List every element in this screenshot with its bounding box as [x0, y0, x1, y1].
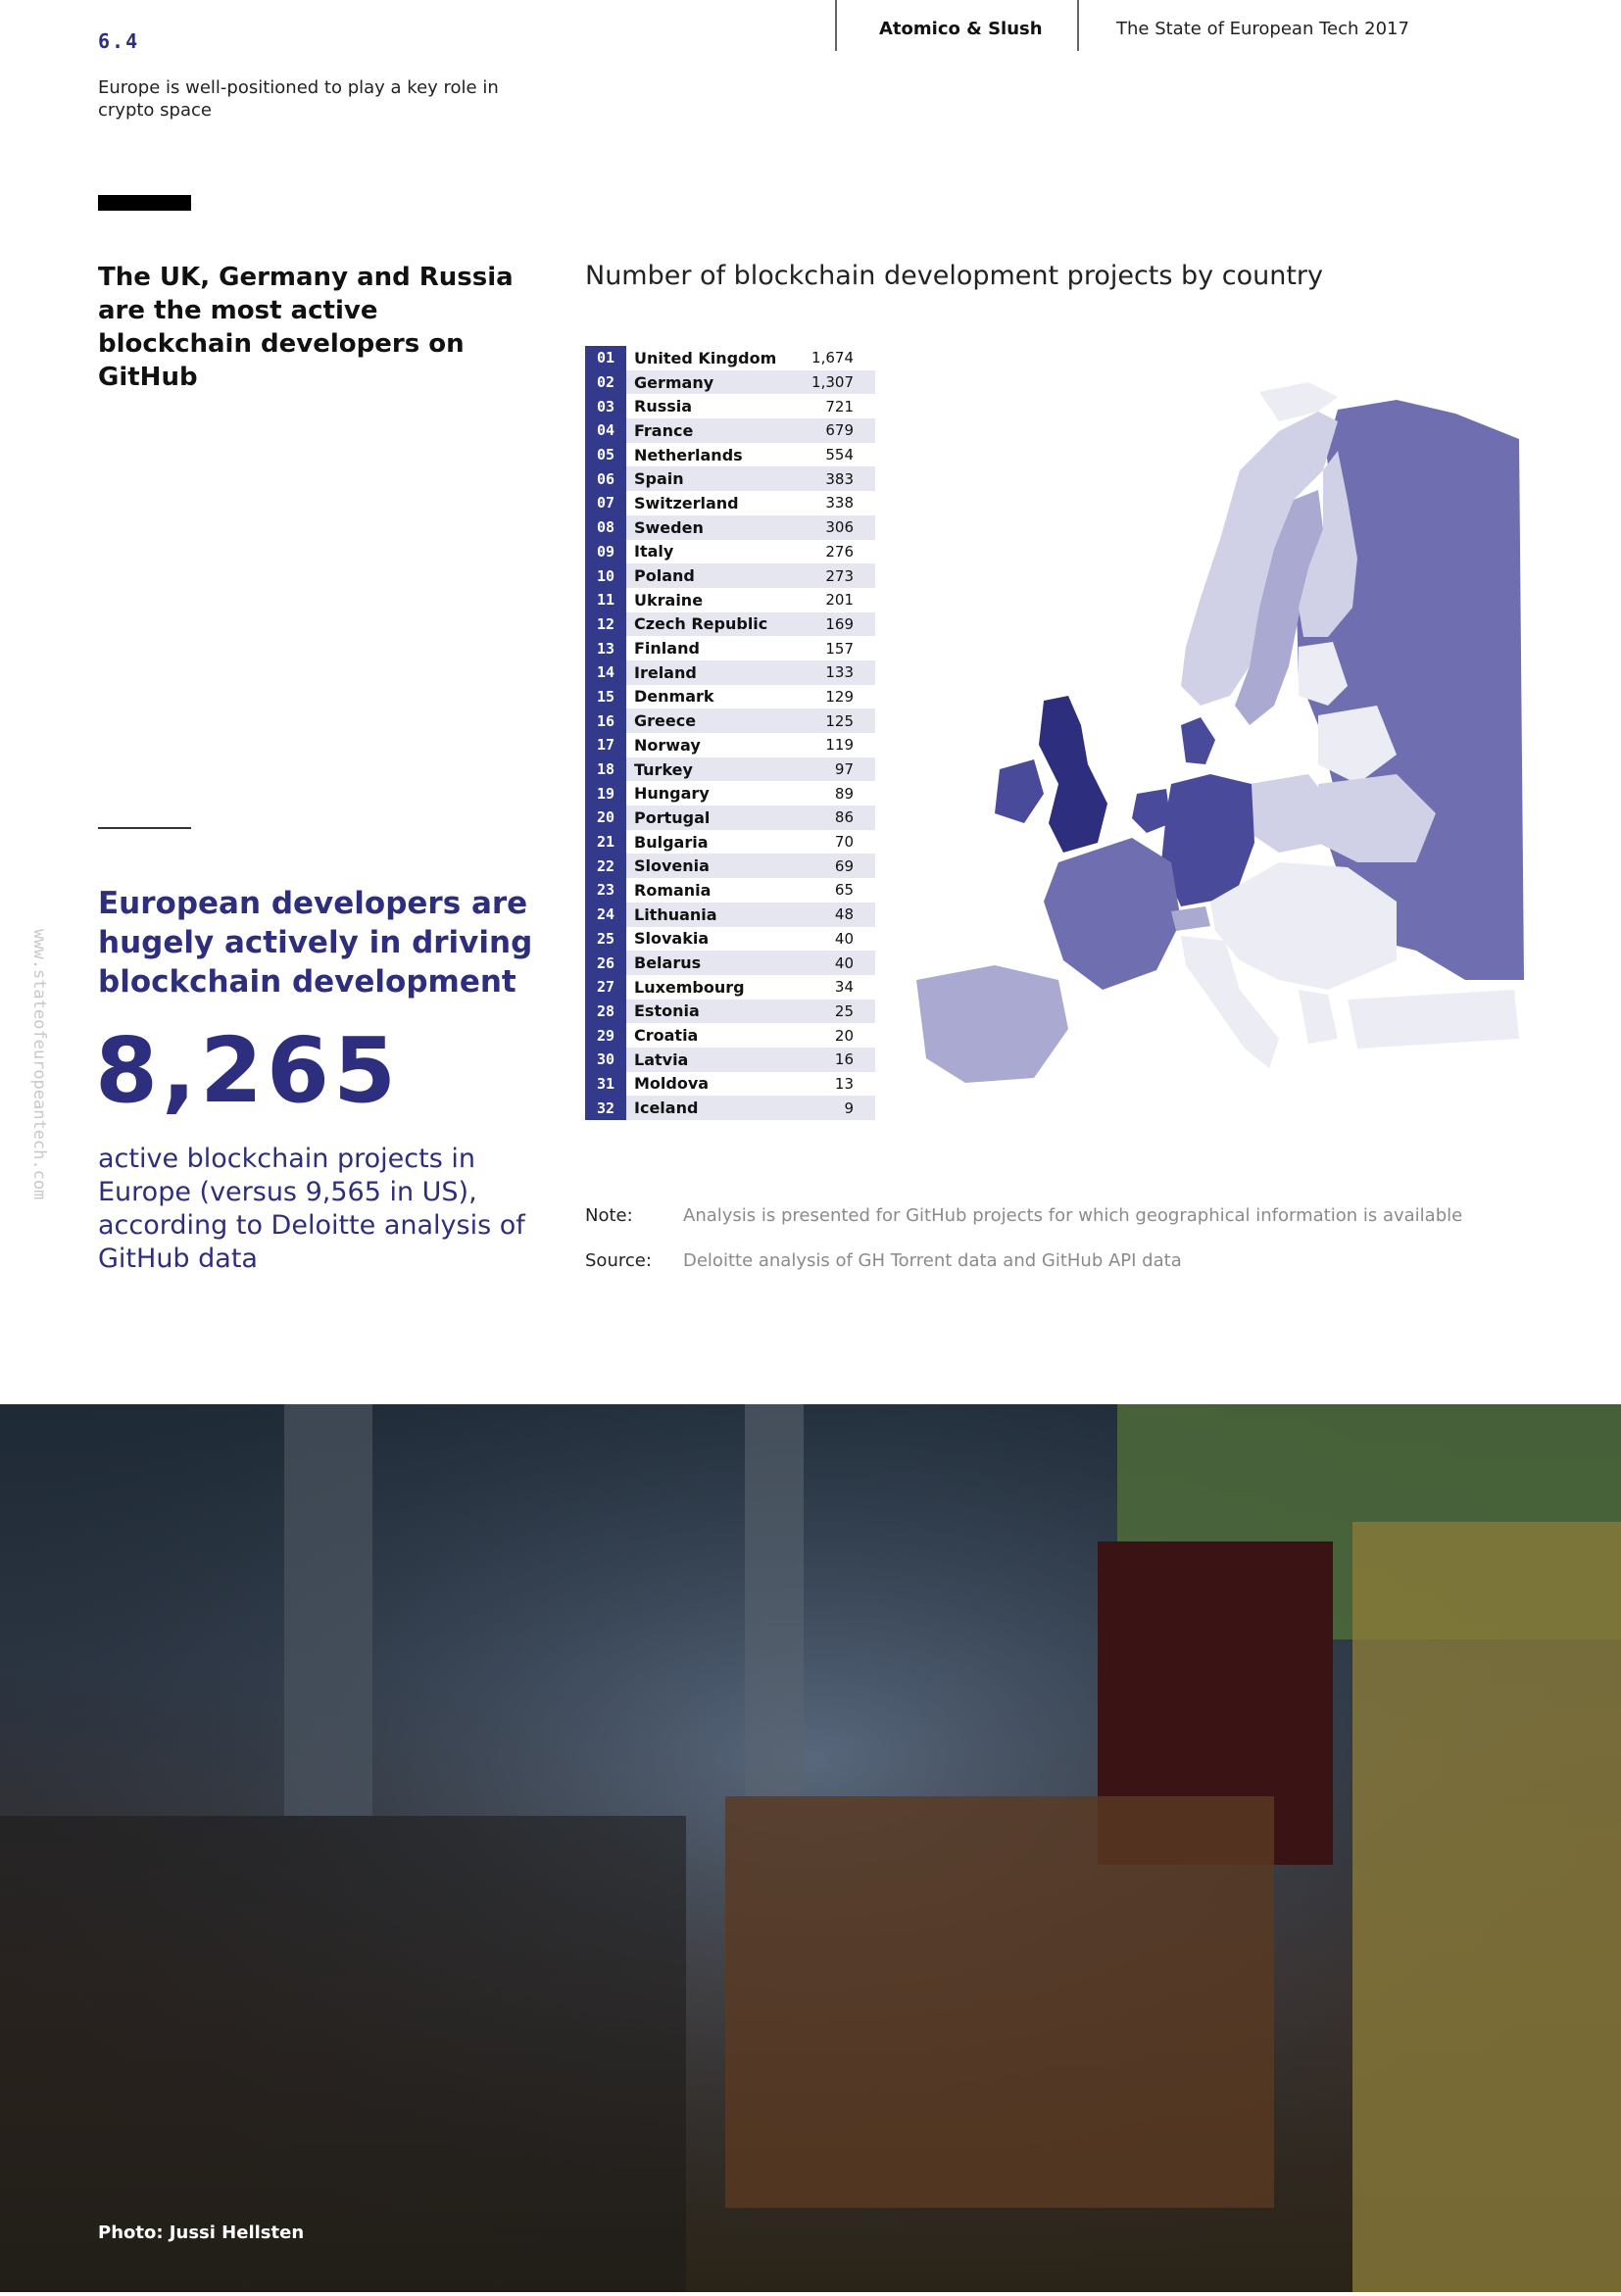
project-count: 338 — [825, 494, 854, 513]
project-count: 276 — [825, 542, 854, 561]
side-url-text: www.stateofeuropeantech.com — [29, 929, 49, 1200]
rank-badge: 31 — [585, 1072, 626, 1097]
table-row — [585, 540, 875, 564]
report-title: The State of European Tech 2017 — [1116, 19, 1409, 39]
project-count: 25 — [834, 1001, 854, 1020]
table-row — [585, 733, 875, 757]
table-row — [585, 612, 875, 637]
project-count: 679 — [825, 421, 854, 440]
rank-badge: 04 — [585, 418, 626, 443]
rank-badge: 09 — [585, 540, 626, 564]
source-label: Source: — [585, 1250, 652, 1271]
rank-badge: 26 — [585, 951, 626, 975]
country-name: Portugal — [634, 807, 711, 827]
country-name: Estonia — [634, 1001, 700, 1021]
country-name: Switzerland — [634, 493, 739, 513]
rank-badge: 03 — [585, 394, 626, 418]
project-count: 1,674 — [811, 349, 854, 367]
country-name: Belarus — [634, 953, 702, 973]
brand-label: Atomico & Slush — [879, 19, 1043, 39]
country-name: Spain — [634, 469, 684, 489]
project-count: 157 — [825, 639, 854, 658]
project-count: 34 — [834, 978, 854, 997]
country-name: Germany — [634, 372, 714, 392]
table-row — [585, 443, 875, 467]
table-row — [585, 1023, 875, 1048]
country-name: Moldova — [634, 1074, 710, 1094]
rank-badge: 30 — [585, 1048, 626, 1072]
rank-badge: 12 — [585, 612, 626, 637]
table-row — [585, 491, 875, 515]
event-photo-illustration — [0, 1404, 1621, 2292]
country-name: Hungary — [634, 784, 710, 804]
country-name: Turkey — [634, 759, 693, 779]
project-count: 69 — [834, 856, 854, 875]
project-count: 86 — [834, 808, 854, 827]
map-spain — [916, 965, 1068, 1083]
rank-badge: 17 — [585, 733, 626, 757]
project-count: 13 — [834, 1074, 854, 1093]
rank-badge: 10 — [585, 563, 626, 588]
country-name: Romania — [634, 880, 712, 900]
table-row — [585, 878, 875, 903]
rank-badge: 18 — [585, 757, 626, 782]
table-row — [585, 370, 875, 395]
rank-badge: 01 — [585, 346, 626, 370]
country-name: Ireland — [634, 662, 697, 682]
table-row — [585, 1096, 875, 1120]
table-row — [585, 975, 875, 1000]
project-count: 554 — [825, 446, 854, 464]
note-text: Analysis is presented for GitHub projects for which geographical information is available — [683, 1205, 1463, 1226]
note-label: Note: — [585, 1205, 633, 1226]
map-uk — [1039, 696, 1107, 853]
rank-badge: 16 — [585, 708, 626, 733]
table-row — [585, 346, 875, 370]
table-row — [585, 515, 875, 540]
accent-bar — [98, 195, 191, 211]
country-name: United Kingdom — [634, 348, 777, 367]
project-count: 40 — [834, 929, 854, 948]
country-name: Sweden — [634, 517, 704, 537]
country-name: Poland — [634, 566, 695, 586]
table-row — [585, 394, 875, 418]
europe-map — [887, 353, 1524, 1088]
rank-badge: 28 — [585, 1000, 626, 1024]
ranking-table — [585, 346, 875, 1120]
project-count: 1,307 — [811, 373, 854, 392]
project-count: 97 — [834, 760, 854, 779]
project-count: 169 — [825, 614, 854, 633]
headline: The UK, Germany and Russia are the most active blockchain developers on GitHub — [98, 263, 514, 392]
country-name: France — [634, 420, 694, 440]
table-row — [585, 708, 875, 733]
country-name: Denmark — [634, 687, 714, 707]
project-count: 89 — [834, 784, 854, 803]
project-count: 383 — [825, 469, 854, 488]
table-row — [585, 1048, 875, 1072]
country-name: Latvia — [634, 1050, 689, 1069]
project-count: 125 — [825, 711, 854, 730]
header-divider-left — [835, 0, 837, 51]
table-row — [585, 636, 875, 660]
country-name: Bulgaria — [634, 832, 709, 852]
rank-badge: 21 — [585, 830, 626, 855]
table-row — [585, 951, 875, 975]
country-name: Greece — [634, 711, 697, 731]
section-number: 6.4 — [98, 29, 140, 53]
country-name: Italy — [634, 542, 674, 562]
source-text: Deloitte analysis of GH Torrent data and GitHub API data — [683, 1250, 1182, 1271]
country-name: Lithuania — [634, 904, 717, 924]
rank-badge: 13 — [585, 636, 626, 660]
project-count: 119 — [825, 736, 854, 755]
table-row — [585, 806, 875, 830]
country-name: Slovenia — [634, 856, 710, 876]
rank-badge: 29 — [585, 1023, 626, 1048]
project-count: 20 — [834, 1026, 854, 1045]
rank-badge: 24 — [585, 903, 626, 927]
project-count: 70 — [834, 833, 854, 852]
table-row — [585, 418, 875, 443]
map-france — [1044, 838, 1181, 990]
table-row — [585, 466, 875, 491]
rank-badge: 14 — [585, 660, 626, 685]
rank-badge: 19 — [585, 781, 626, 806]
table-row — [585, 1072, 875, 1097]
callout-text: active blockchain projects in Europe (versus 9,565 in US), according to Deloitte analysis of GitHub data — [98, 1144, 525, 1274]
section-subtitle: Europe is well-positioned to play a key role in crypto space — [98, 77, 499, 121]
rank-badge: 15 — [585, 685, 626, 709]
rank-badge: 25 — [585, 927, 626, 952]
country-name: Slovakia — [634, 929, 710, 949]
project-count: 9 — [844, 1099, 854, 1117]
header-divider-right — [1077, 0, 1079, 51]
map-turkey — [1348, 990, 1519, 1049]
rank-badge: 08 — [585, 515, 626, 540]
table-row — [585, 563, 875, 588]
rank-badge: 05 — [585, 443, 626, 467]
project-count: 306 — [825, 518, 854, 537]
project-count: 40 — [834, 953, 854, 972]
rank-badge: 27 — [585, 975, 626, 1000]
table-row — [585, 660, 875, 685]
table-row — [585, 830, 875, 855]
rank-badge: 11 — [585, 588, 626, 612]
table-row — [585, 781, 875, 806]
rank-badge: 32 — [585, 1096, 626, 1120]
map-ireland — [995, 759, 1044, 823]
project-count: 16 — [834, 1050, 854, 1069]
rank-badge: 22 — [585, 854, 626, 878]
map-greece — [1299, 990, 1338, 1044]
rank-badge: 02 — [585, 370, 626, 395]
table-row — [585, 903, 875, 927]
map-denmark — [1181, 717, 1215, 764]
table-row — [585, 1000, 875, 1024]
callout-heading: European developers are hugely actively in driving blockchain development — [98, 886, 533, 1000]
table-row — [585, 757, 875, 782]
table-row — [585, 854, 875, 878]
rank-badge: 23 — [585, 878, 626, 903]
country-name: Norway — [634, 735, 701, 755]
project-count: 721 — [825, 397, 854, 415]
photo-credit: Photo: Jussi Hellsten — [98, 2223, 305, 2243]
project-count: 129 — [825, 687, 854, 706]
chart-title: Number of blockchain development projects by country — [585, 261, 1323, 291]
rank-badge: 07 — [585, 491, 626, 515]
rank-badge: 20 — [585, 806, 626, 830]
project-count: 133 — [825, 663, 854, 682]
country-name: Iceland — [634, 1099, 699, 1118]
side-url[interactable] — [15, 929, 49, 1243]
country-name: Czech Republic — [634, 614, 768, 634]
big-number: 8,265 — [95, 1018, 401, 1123]
section-divider — [98, 827, 191, 829]
event-photo — [0, 1404, 1621, 2292]
project-count: 201 — [825, 591, 854, 610]
project-count: 273 — [825, 566, 854, 585]
table-row — [585, 588, 875, 612]
country-name: Russia — [634, 397, 693, 416]
country-name: Croatia — [634, 1026, 699, 1046]
country-name: Netherlands — [634, 445, 743, 464]
project-count: 65 — [834, 881, 854, 900]
country-name: Luxembourg — [634, 977, 745, 997]
country-name: Finland — [634, 639, 700, 659]
table-row — [585, 927, 875, 952]
rank-badge: 06 — [585, 466, 626, 491]
table-row — [585, 685, 875, 709]
country-name: Ukraine — [634, 590, 704, 610]
project-count: 48 — [834, 905, 854, 924]
